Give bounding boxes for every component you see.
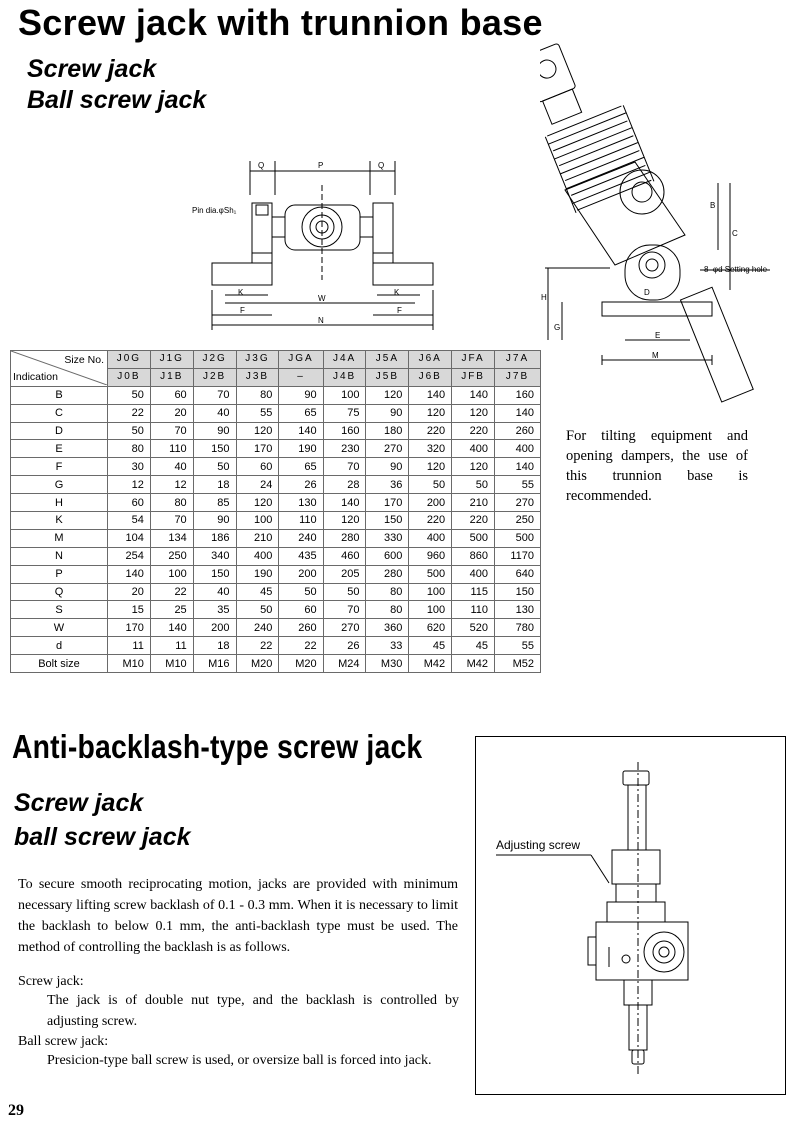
table-cell: 280 — [366, 565, 409, 583]
table-cell: 12 — [150, 476, 193, 494]
table-cell: 170 — [236, 440, 279, 458]
table-header-cell: J2B — [193, 368, 236, 386]
table-cell: 100 — [409, 601, 452, 619]
section2-subtitle-screw-jack: Screw jack — [14, 789, 144, 817]
table-cell: 70 — [193, 386, 236, 404]
table-cell: 100 — [236, 512, 279, 530]
table-header-cell: JFA — [452, 351, 495, 369]
table-cell: 50 — [323, 583, 366, 601]
table-cell: 140 — [495, 404, 541, 422]
table-cell: 120 — [366, 386, 409, 404]
table-cell: 50 — [452, 476, 495, 494]
table-cell: 220 — [452, 422, 495, 440]
table-cell: 60 — [279, 601, 323, 619]
table-cell: 260 — [495, 422, 541, 440]
table-row-label: E — [11, 440, 108, 458]
table-cell: 640 — [495, 565, 541, 583]
table-cell: 170 — [366, 494, 409, 512]
table-cell: 120 — [409, 404, 452, 422]
table-cell: 40 — [150, 458, 193, 476]
table-cell: 320 — [409, 440, 452, 458]
table-cell: 330 — [366, 529, 409, 547]
table-cell: 500 — [452, 529, 495, 547]
table-header-cell: J3B — [236, 368, 279, 386]
dim-label-m: M — [652, 351, 659, 360]
table-cell: 55 — [236, 404, 279, 422]
table-cell: 60 — [108, 494, 151, 512]
table-cell: 400 — [452, 565, 495, 583]
table-cell: 55 — [495, 637, 541, 655]
table-cell: 120 — [452, 458, 495, 476]
table-row-label: S — [11, 601, 108, 619]
table-cell: M30 — [366, 655, 409, 673]
subtitle-ball-screw-jack: Ball screw jack — [27, 86, 207, 114]
table-cell: 22 — [279, 637, 323, 655]
pin-diameter-label: Pin dia.φSh₁ — [192, 206, 237, 215]
table-cell: 70 — [323, 601, 366, 619]
table-cell: 620 — [409, 619, 452, 637]
trunnion-dimension-table — [10, 350, 541, 673]
table-cell: 140 — [409, 386, 452, 404]
dim-label-k-left: K — [238, 288, 244, 297]
table-cell: 180 — [366, 422, 409, 440]
table-cell: 280 — [323, 529, 366, 547]
table-cell: 120 — [452, 404, 495, 422]
trunnion-jack-side-view-diagram — [540, 40, 800, 410]
table-cell: 36 — [366, 476, 409, 494]
table-cell: 11 — [108, 637, 151, 655]
table-row-label: M — [11, 529, 108, 547]
table-cell: 500 — [495, 529, 541, 547]
table-cell: 50 — [236, 601, 279, 619]
table-header-cell: J7B — [495, 368, 541, 386]
table-header-cell: JFB — [452, 368, 495, 386]
table-cell: 24 — [236, 476, 279, 494]
table-cell: 200 — [409, 494, 452, 512]
table-row — [11, 547, 541, 565]
table-cell: 110 — [150, 440, 193, 458]
table-cell: 80 — [236, 386, 279, 404]
table-cell: 160 — [323, 422, 366, 440]
table-cell: M52 — [495, 655, 541, 673]
table-row-label: F — [11, 458, 108, 476]
table-row-label: C — [11, 404, 108, 422]
table-cell: 190 — [279, 440, 323, 458]
table-row-label: D — [11, 422, 108, 440]
table-cell: 360 — [366, 619, 409, 637]
screw-jack-item-label: Screw jack: — [18, 974, 84, 989]
table-cell: 860 — [452, 547, 495, 565]
table-cell: 140 — [323, 494, 366, 512]
anti-backlash-figure-frame — [475, 736, 786, 1095]
dim-label-c: C — [732, 229, 738, 238]
table-cell: 140 — [150, 619, 193, 637]
table-row — [11, 637, 541, 655]
table-row — [11, 494, 541, 512]
table-cell: M42 — [452, 655, 495, 673]
table-cell: 270 — [495, 494, 541, 512]
table-cell: 50 — [193, 458, 236, 476]
table-corner-cell — [11, 351, 108, 387]
table-cell: M42 — [409, 655, 452, 673]
table-row — [11, 565, 541, 583]
setting-hole-label: 8–φd Setting hole — [704, 265, 768, 274]
table-cell: 20 — [150, 404, 193, 422]
dim-label-w: W — [318, 294, 326, 303]
table-cell: 600 — [366, 547, 409, 565]
table-cell: 65 — [279, 404, 323, 422]
table-cell: 270 — [323, 619, 366, 637]
table-cell: 50 — [409, 476, 452, 494]
table-cell: 150 — [366, 512, 409, 530]
table-row — [11, 422, 541, 440]
table-row-label: Bolt size — [11, 655, 108, 673]
table-header-cell: J1G — [150, 351, 193, 369]
table-cell: 70 — [150, 422, 193, 440]
table-cell: 500 — [409, 565, 452, 583]
table-row-label: H — [11, 494, 108, 512]
table-cell: 75 — [323, 404, 366, 422]
table-cell: 65 — [279, 458, 323, 476]
table-cell: 90 — [366, 404, 409, 422]
table-cell: 60 — [150, 386, 193, 404]
table-cell: 120 — [409, 458, 452, 476]
table-row-label: G — [11, 476, 108, 494]
table-header-cell: JGA — [279, 351, 323, 369]
table-cell: 170 — [108, 619, 151, 637]
table-cell: 120 — [236, 422, 279, 440]
table-cell: 250 — [495, 512, 541, 530]
table-header-cell: J7A — [495, 351, 541, 369]
table-cell: 35 — [193, 601, 236, 619]
trunnion-base-top-view-diagram — [190, 155, 440, 335]
table-cell: 22 — [236, 637, 279, 655]
table-cell: 460 — [323, 547, 366, 565]
table-cell: 150 — [495, 583, 541, 601]
ball-screw-jack-item-label: Ball screw jack: — [18, 1034, 109, 1049]
table-cell: 45 — [452, 637, 495, 655]
trunnion-note: For tilting equipment and opening dampers, the use of this trunnion base is recommended. — [566, 428, 748, 504]
table-cell: 140 — [279, 422, 323, 440]
table-cell: 210 — [452, 494, 495, 512]
table-cell: 15 — [108, 601, 151, 619]
table-cell: 30 — [108, 458, 151, 476]
table-cell: 80 — [150, 494, 193, 512]
table-row-label: d — [11, 637, 108, 655]
table-header-cell: J5A — [366, 351, 409, 369]
table-header-cell: J2G — [193, 351, 236, 369]
table-cell: 80 — [366, 601, 409, 619]
table-cell: 160 — [495, 386, 541, 404]
table-cell: 220 — [452, 512, 495, 530]
table-cell: 210 — [236, 529, 279, 547]
table-cell: 90 — [366, 458, 409, 476]
table-body — [11, 351, 541, 673]
table-row — [11, 655, 541, 673]
section2-title: Anti-backlash-type screw jack — [12, 728, 423, 765]
dim-label-q-right: Q — [378, 161, 385, 170]
table-cell: 50 — [108, 386, 151, 404]
table-cell: 270 — [366, 440, 409, 458]
table-cell: 110 — [279, 512, 323, 530]
table-cell: 90 — [193, 422, 236, 440]
table-cell: 140 — [495, 458, 541, 476]
table-row-label: K — [11, 512, 108, 530]
table-cell: 205 — [323, 565, 366, 583]
table-header-cell: J0G — [108, 351, 151, 369]
dim-label-e: E — [655, 331, 661, 340]
dim-label-q-left: Q — [258, 161, 265, 170]
table-cell: 26 — [323, 637, 366, 655]
table-cell: 18 — [193, 476, 236, 494]
table-row — [11, 386, 541, 404]
table-cell: M10 — [150, 655, 193, 673]
table-cell: 960 — [409, 547, 452, 565]
table-cell: 140 — [108, 565, 151, 583]
table-cell: 520 — [452, 619, 495, 637]
table-cell: 254 — [108, 547, 151, 565]
table-cell: 186 — [193, 529, 236, 547]
table-cell: 400 — [236, 547, 279, 565]
table-cell: 400 — [409, 529, 452, 547]
table-row — [11, 529, 541, 547]
table-cell: 45 — [409, 637, 452, 655]
table-cell: 50 — [279, 583, 323, 601]
table-cell: 340 — [193, 547, 236, 565]
table-cell: 20 — [108, 583, 151, 601]
table-header-cell: J4B — [323, 368, 366, 386]
table-cell: M20 — [236, 655, 279, 673]
table-cell: 400 — [495, 440, 541, 458]
table-cell: 115 — [452, 583, 495, 601]
dim-label-k-right: K — [394, 288, 400, 297]
table-cell: 90 — [193, 512, 236, 530]
table-row-label: N — [11, 547, 108, 565]
adjusting-screw-label: Adjusting screw — [496, 838, 581, 852]
dim-label-f-right: F — [397, 306, 402, 315]
table-cell: 200 — [279, 565, 323, 583]
table-cell: 110 — [452, 601, 495, 619]
table-cell: 60 — [236, 458, 279, 476]
anti-backlash-jack-diagram — [476, 737, 785, 1094]
table-cell: 55 — [495, 476, 541, 494]
section2-subtitle-ball-screw-jack: ball screw jack — [14, 823, 191, 851]
table-cell: 240 — [279, 529, 323, 547]
table-cell: 18 — [193, 637, 236, 655]
table-cell: 200 — [193, 619, 236, 637]
table-cell: 100 — [150, 565, 193, 583]
table-cell: 130 — [495, 601, 541, 619]
table-header-cell: J4A — [323, 351, 366, 369]
table-corner-size-no: Size No. — [64, 354, 104, 366]
table-row — [11, 404, 541, 422]
page-title: Screw jack with trunnion base — [18, 2, 543, 43]
table-header-cell: J1B — [150, 368, 193, 386]
table-cell: 104 — [108, 529, 151, 547]
table-row — [11, 476, 541, 494]
table-cell: 70 — [150, 512, 193, 530]
dim-label-g: G — [554, 323, 561, 332]
dim-label-n: N — [318, 316, 324, 325]
table-header-cell: J5B — [366, 368, 409, 386]
table-cell: 230 — [323, 440, 366, 458]
table-row — [11, 619, 541, 637]
table-cell: 11 — [150, 637, 193, 655]
ball-screw-jack-item-text: Presicion-type ball screw is used, or oversize ball is forced into jack. — [47, 1053, 432, 1068]
table-cell: M20 — [279, 655, 323, 673]
table-cell: 26 — [279, 476, 323, 494]
table-cell: 33 — [366, 637, 409, 655]
table-header-cell: J3G — [236, 351, 279, 369]
table-row — [11, 583, 541, 601]
table-cell: 190 — [236, 565, 279, 583]
table-row — [11, 512, 541, 530]
table-cell: 85 — [193, 494, 236, 512]
table-cell: 220 — [409, 422, 452, 440]
table-cell: 80 — [366, 583, 409, 601]
table-cell: 54 — [108, 512, 151, 530]
table-row — [11, 458, 541, 476]
dim-label-p: P — [318, 161, 324, 170]
table-cell: 220 — [409, 512, 452, 530]
table-cell: 400 — [452, 440, 495, 458]
table-cell: 22 — [108, 404, 151, 422]
table-cell: 134 — [150, 529, 193, 547]
table-cell: 150 — [193, 440, 236, 458]
table-cell: M24 — [323, 655, 366, 673]
table-header-row — [11, 351, 541, 369]
table-row-label: Q — [11, 583, 108, 601]
table-cell: 120 — [323, 512, 366, 530]
table-cell: 45 — [236, 583, 279, 601]
table-cell: 40 — [193, 583, 236, 601]
screw-jack-item-text: The jack is of double nut type, and the backlash is controlled by adjusting screw. — [47, 993, 459, 1029]
section2-paragraph: To secure smooth reciprocating motion, jacks are provided with minimum necessary lifting screw backlash of 0.1 - 0.3 mm. When it is necessary to limit the backlash to below 0.1 mm, the anti-backlash type must be used. The method of controlling the backlash is as follows. — [18, 877, 458, 955]
table-cell: M16 — [193, 655, 236, 673]
table-header-cell: J6B — [409, 368, 452, 386]
table-cell: 120 — [236, 494, 279, 512]
table-cell: 140 — [452, 386, 495, 404]
table-cell: 150 — [193, 565, 236, 583]
table-cell: 28 — [323, 476, 366, 494]
dim-label-h: H — [541, 293, 547, 302]
table-cell: 12 — [108, 476, 151, 494]
table-cell: 50 — [108, 422, 151, 440]
table-cell: 250 — [150, 547, 193, 565]
table-cell: 40 — [193, 404, 236, 422]
table-cell: 100 — [323, 386, 366, 404]
dim-label-f-left: F — [240, 306, 245, 315]
table-cell: 22 — [150, 583, 193, 601]
table-cell: 130 — [279, 494, 323, 512]
table-row — [11, 440, 541, 458]
table-cell: 70 — [323, 458, 366, 476]
table-cell: 260 — [279, 619, 323, 637]
table-cell: 435 — [279, 547, 323, 565]
table-cell: 240 — [236, 619, 279, 637]
table-cell: 90 — [279, 386, 323, 404]
table-header-cell: J6A — [409, 351, 452, 369]
dim-label-d: D — [644, 288, 650, 297]
table-row — [11, 601, 541, 619]
table-header-cell: J0B — [108, 368, 151, 386]
page-number: 29 — [8, 1102, 24, 1119]
table-cell: 780 — [495, 619, 541, 637]
table-cell: 1170 — [495, 547, 541, 565]
table-row-label: W — [11, 619, 108, 637]
table-cell: 100 — [409, 583, 452, 601]
table-cell: M10 — [108, 655, 151, 673]
table-cell: 80 — [108, 440, 151, 458]
table-row-label: B — [11, 386, 108, 404]
table-corner-indication: Indication — [13, 370, 58, 383]
dim-label-b: B — [710, 201, 716, 210]
table-row-label: P — [11, 565, 108, 583]
table-header-cell: – — [279, 368, 323, 386]
table-cell: 25 — [150, 601, 193, 619]
subtitle-screw-jack: Screw jack — [27, 55, 157, 83]
